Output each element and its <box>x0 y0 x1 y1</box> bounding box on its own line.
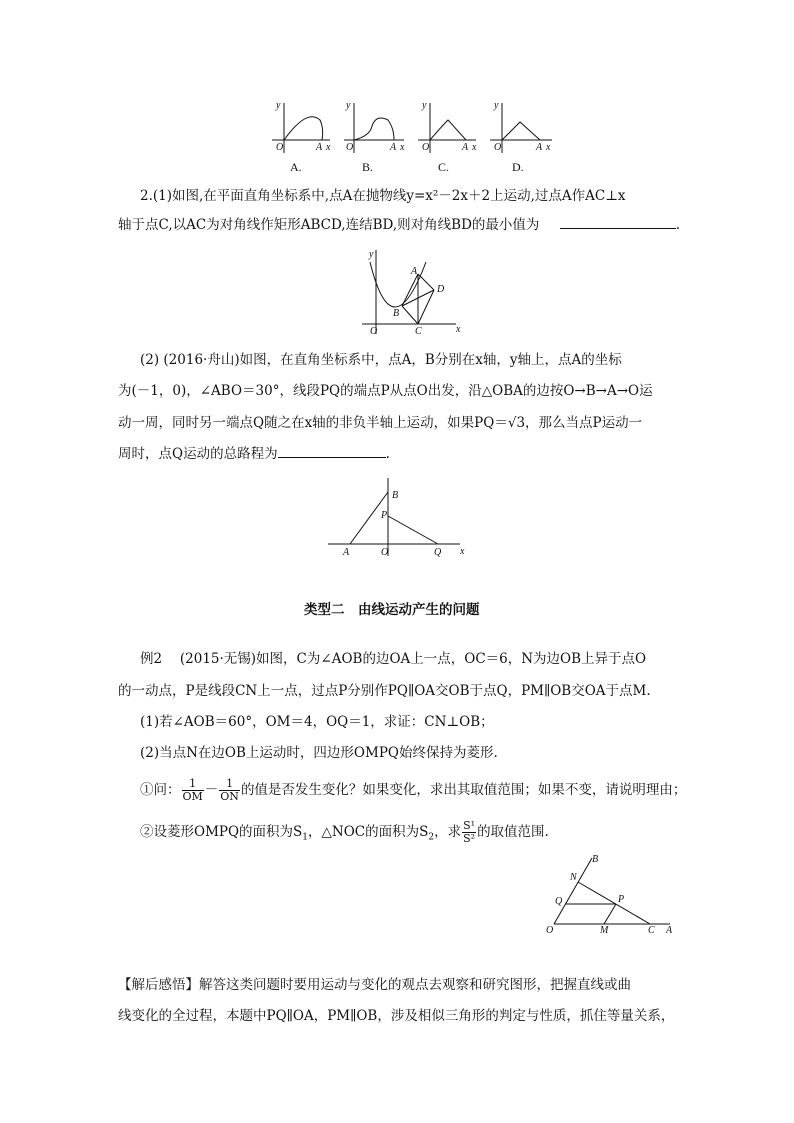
graph-c-a: A <box>462 142 469 153</box>
option-graphs-svg <box>262 98 562 158</box>
q2-part1-line2-text: 轴于点C,以AC为对角线作矩形ABCD,连结BD,则对角线BD的最小值为 <box>118 217 540 233</box>
graph-b-y: y <box>346 100 351 111</box>
sub2-mid2: ，求 <box>434 824 462 840</box>
example2-line2: 的一动点，P是线段CN上一点，过点P分别作PQ∥OA交OB于点Q，PM∥OB交OA于点M. <box>118 683 651 699</box>
rhombus-figure <box>542 852 682 938</box>
subscript-1: 1 <box>302 832 309 843</box>
fig1-c: C <box>415 326 422 336</box>
fig1-o: O <box>370 326 378 336</box>
q2-part2-line1: (2) (2016·舟山)如图，在直角坐标系中，点A，B分别在x轴，y轴上，点A的坐标 <box>140 352 622 368</box>
parabola-figure-svg <box>360 244 470 336</box>
fig2-o: O <box>381 547 389 558</box>
fig3-m: M <box>600 925 609 934</box>
subscript-2: 2 <box>428 832 435 843</box>
example2-sub1 <box>140 776 686 804</box>
choice-c-label: C. <box>438 160 450 174</box>
choice-d-label: D. <box>512 160 524 174</box>
graph-a-a: A <box>316 142 323 153</box>
graph-d-x: x <box>546 142 551 153</box>
fig3-c: C <box>648 925 655 934</box>
fig3-p: P <box>618 894 625 905</box>
graph-b-o: O <box>346 142 354 153</box>
option-graphs <box>262 98 562 178</box>
graph-c-o: O <box>422 142 430 153</box>
section-title: 类型二 由线运动产生的问题 <box>304 602 480 618</box>
minus-sign: － <box>204 782 219 798</box>
q2-part1-line2 <box>118 214 680 236</box>
fig1-b: B <box>393 308 400 319</box>
fig2-p: P <box>381 510 388 521</box>
graph-a-x: x <box>326 142 331 153</box>
choice-a-label: A. <box>290 160 302 174</box>
fig1-d: D <box>437 284 445 295</box>
example2-q2: (2)当点N在边OB上运动时，四边形OMPQ始终保持为菱形. <box>140 745 498 761</box>
fig3-q: Q <box>555 896 563 907</box>
example2-line1: 例2 (2015·无锡)如图，C为∠AOB的边OA上一点，OC＝6，N为边OB上异于点O <box>140 651 647 667</box>
reflection-line1: 【解后感悟】解答这类问题时要用运动与变化的观点去观察和研究图形，把握直线或曲 <box>118 977 631 993</box>
q2-part1-end: . <box>675 217 680 233</box>
fig2-a: A <box>343 547 350 558</box>
fig1-y: y <box>369 249 374 260</box>
fig2-b: B <box>392 490 399 501</box>
fig1-x: x <box>456 324 461 335</box>
sub2-mid: ，△NOC的面积为S <box>308 824 429 840</box>
fig3-n: N <box>570 872 577 883</box>
q2-part2-line4 <box>118 443 390 465</box>
example2-sub2 <box>140 818 549 852</box>
fraction-1-over-om: $\frac{1}{OM}$ <box>182 777 203 803</box>
fig3-b: B <box>592 854 599 865</box>
graph-b-x: x <box>400 142 405 153</box>
q2-part2-line3-b: ，那么当点P运动一 <box>525 415 643 431</box>
graph-d-o: O <box>494 142 502 153</box>
example2-q1: (1)若∠AOB＝60°，OM＝4，OQ＝1，求证：CN⊥OB； <box>140 714 494 730</box>
q2-part2-end: . <box>385 446 390 462</box>
graph-c-y: y <box>422 100 427 111</box>
sub1-suffix: 的值是否发生变化？如果变化，求出其取值范围；如果不变，请说明理由； <box>240 782 687 798</box>
q2-part2-line3 <box>118 412 642 434</box>
reflection-line2: 线变化的全过程，本题中PQ∥OA，PM∥OB，涉及相似三角形的判定与性质，抓住等量关系， <box>118 1008 675 1024</box>
sub2-suffix: 的取值范围. <box>477 824 549 840</box>
graph-b-a: A <box>390 142 397 153</box>
sub1-prefix: ①问： <box>140 782 181 798</box>
graph-d-a: A <box>536 142 543 153</box>
fig2-q: Q <box>434 547 442 558</box>
graph-c-x: x <box>472 142 477 153</box>
parabola-figure <box>360 244 470 340</box>
q2-part2-line2: 为(－1，0)，∠ABO＝30°，线段PQ的端点P从点O出发，沿△OBA的边按O→B→A→O运 <box>118 383 653 399</box>
sub2-prefix: ②设菱形OMPQ的面积为S <box>140 824 303 840</box>
graph-a-o: O <box>276 142 284 153</box>
fraction-1-over-on: $\frac{1}{ON}$ <box>220 777 239 803</box>
q2-part2-line4-text: 周时，点Q运动的总路程为 <box>118 446 278 462</box>
graph-d-y: y <box>494 100 499 111</box>
answer-blank-1[interactable] <box>560 228 676 229</box>
fig1-a: A <box>411 266 418 277</box>
triangle-pq-figure <box>326 474 472 564</box>
fig3-a: A <box>666 925 673 934</box>
fraction-s1-over-s2: $\frac{\text{S¹}}{\text{S²}}$ <box>463 819 476 845</box>
triangle-pq-figure-svg <box>326 474 472 560</box>
choice-b-label: B. <box>362 160 374 174</box>
answer-blank-2[interactable] <box>278 457 386 458</box>
rhombus-figure-svg <box>542 852 682 934</box>
sqrt3: √3 <box>507 415 526 431</box>
q2-part2-line3-a: 动一周，同时另一端点Q随之在x轴的非负半轴上运动，如果PQ＝ <box>118 415 508 431</box>
fig2-x: x <box>460 546 465 557</box>
graph-a-y: y <box>276 100 281 111</box>
fig3-o: O <box>546 925 554 934</box>
q2-part1-line1: 2.(1)如图,在平面直角坐标系中,点A在抛物线y=x²－2x＋2上运动,过点A作AC⊥x <box>140 188 626 204</box>
